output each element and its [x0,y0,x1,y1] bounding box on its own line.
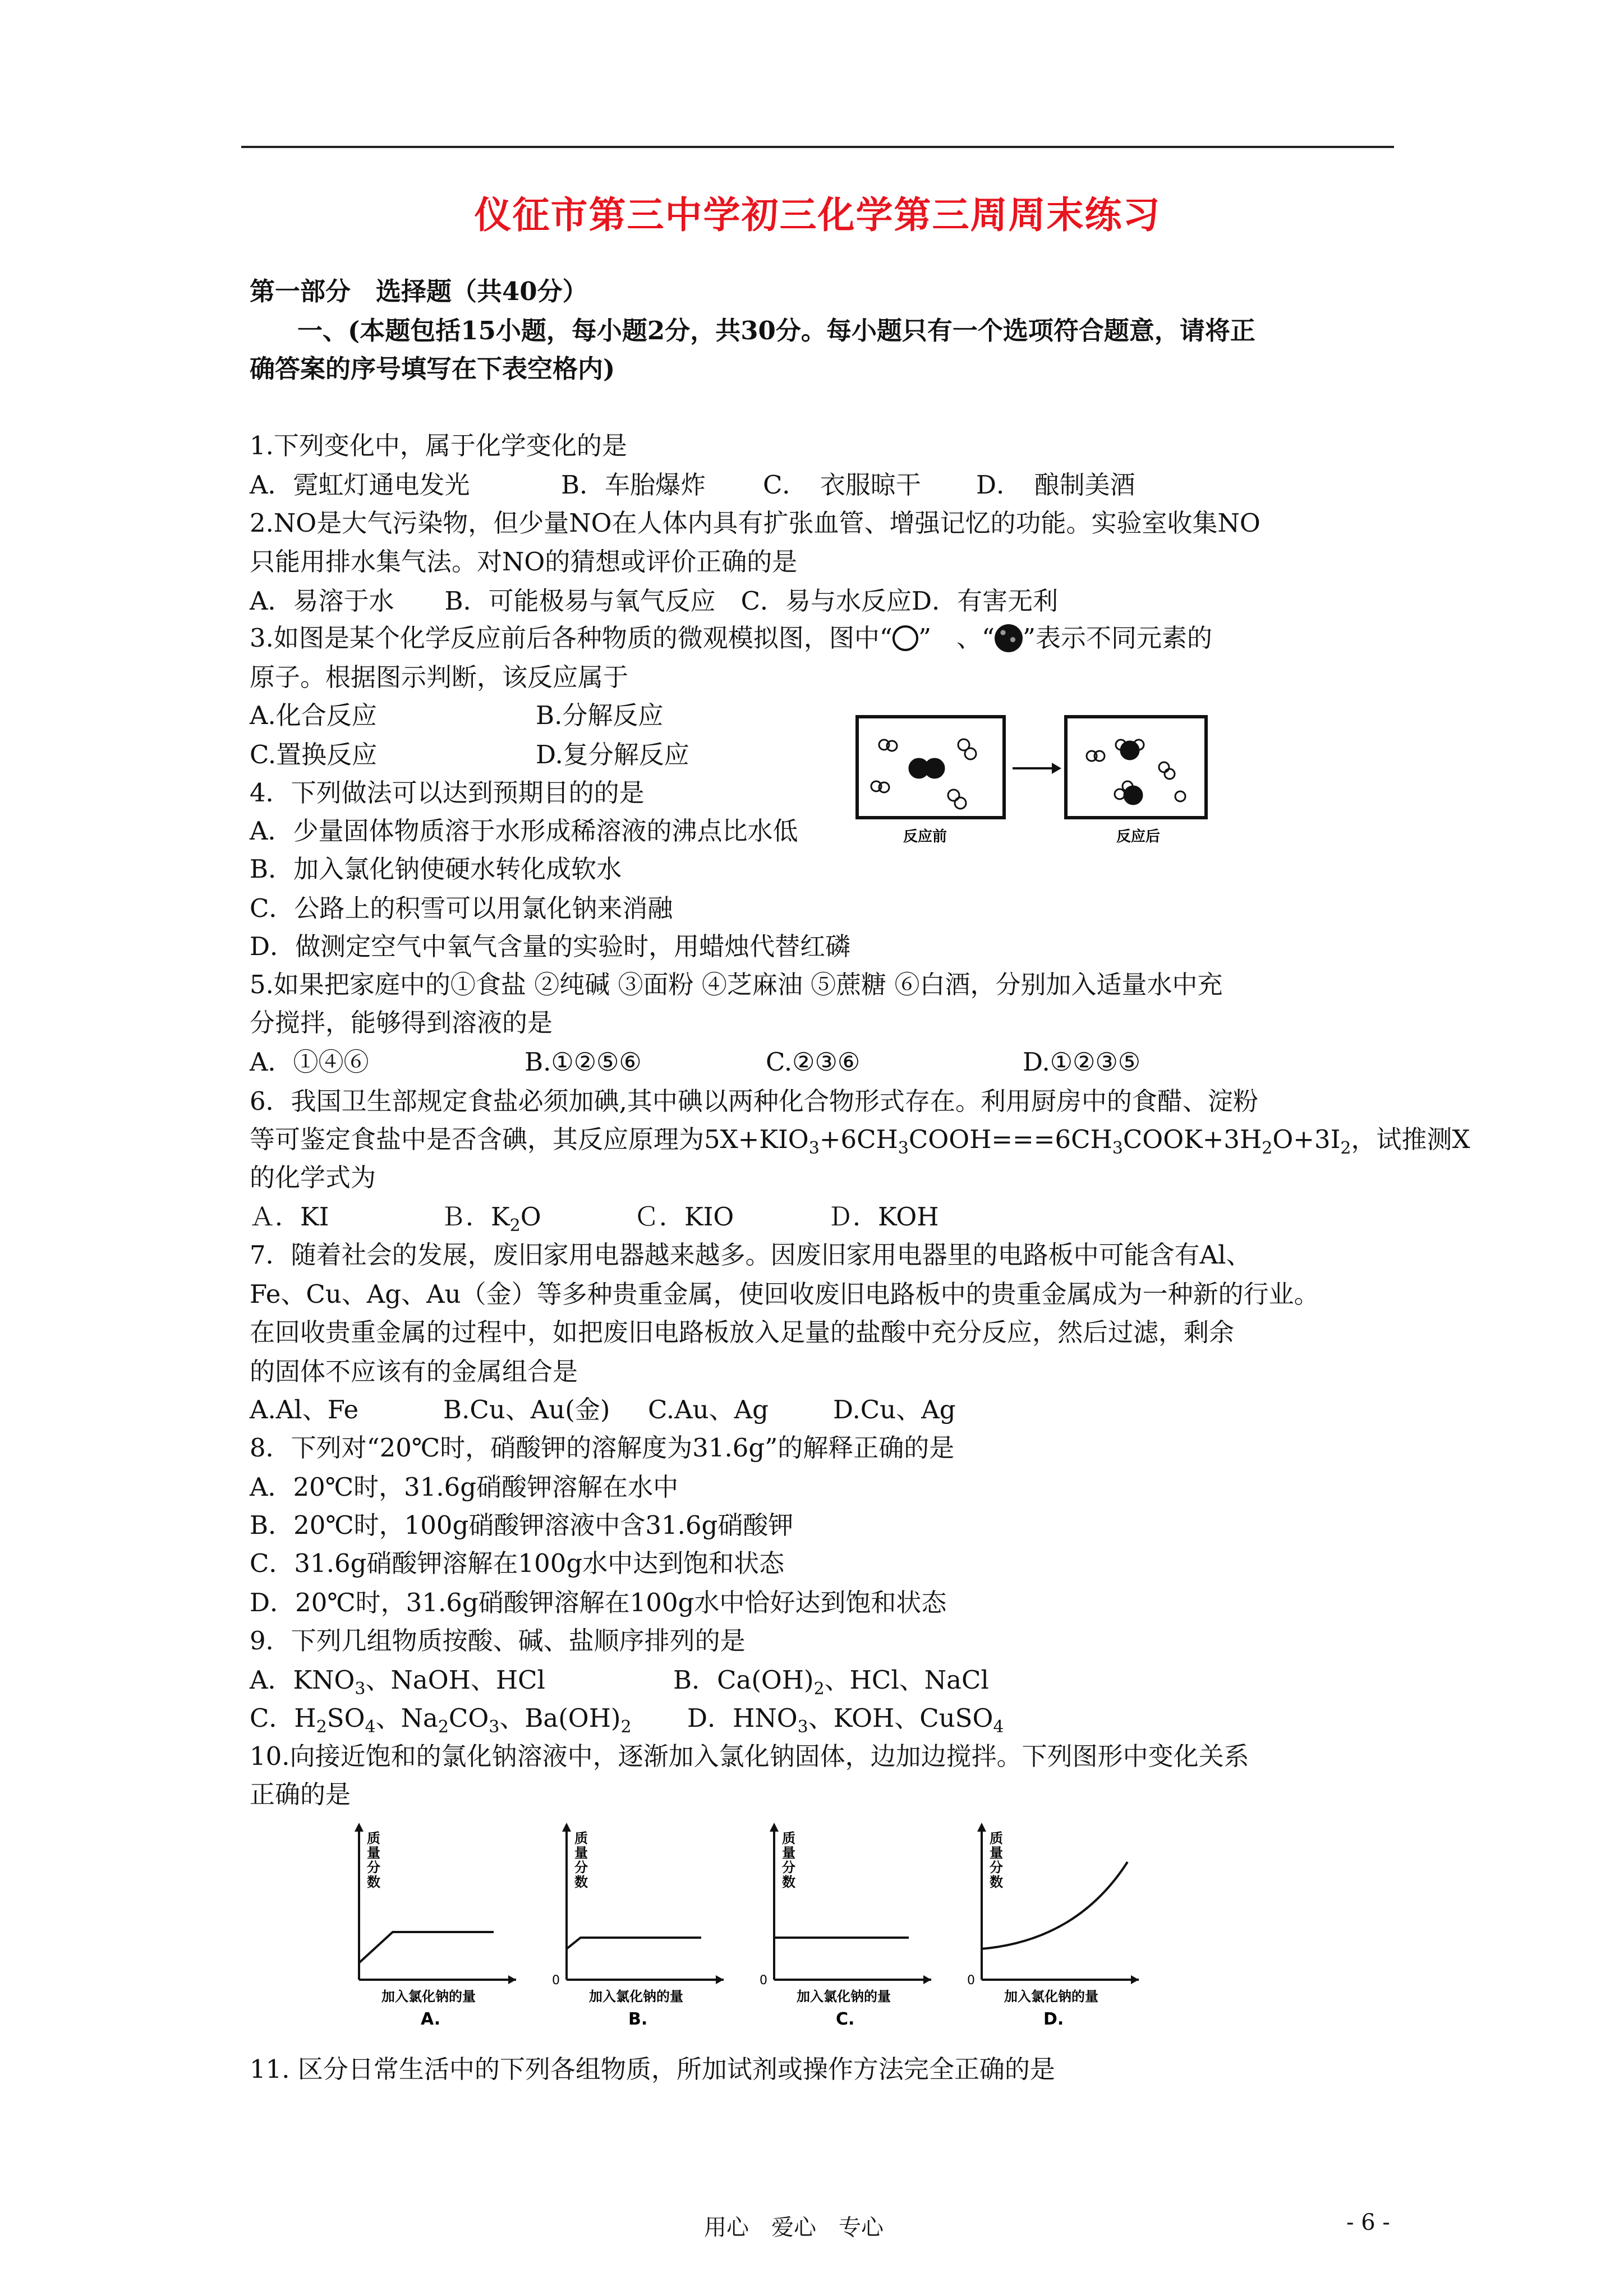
q9-option-b: B．$Ca(OH)_2$、HCl、NaCl [673,1665,989,1699]
x-axis-arrow [1131,1975,1139,1984]
q4-option-d: D．做测定空气中氧气含量的实验时，用蜡烛代替红磷 [250,932,851,961]
y-axis-label-char: 质 [990,1831,1003,1846]
origin-label: 0 [967,1974,975,1988]
q2-options: A．易溶于水 B．可能极易与氧气反应 C．易与水反应D．有害无利 [250,586,1059,616]
origin-label: 0 [552,1974,560,1988]
q3-stem-2: 原子。根据图示判断，该反应属于 [250,662,629,692]
y-axis-label-char: 数 [574,1874,588,1890]
x-axis-arrow [508,1975,516,1984]
label-after: 反应后 [1116,828,1161,845]
q5-option-a: A．①④⑥ [250,1047,369,1077]
q5-option-c: C.②③⑥ [766,1047,861,1077]
white-atom-icon [892,625,918,651]
q7-option-a: A.Al、Fe [250,1395,359,1424]
q9-option-c: C．$H_2SO_4$、$Na_2CO_3$、$Ba(OH)_2$ [250,1703,632,1737]
q3-option-a: A.化合反应 [250,700,377,730]
q8-stem: 8．下列对“20℃时，硝酸钾的溶解度为31.6g”的解释正确的是 [250,1433,955,1463]
q10-charts [337,1817,1178,2030]
y-axis-label-char: 数 [990,1874,1003,1890]
y-axis-label-char: 质 [367,1831,380,1846]
q5-option-d: D.①②③⑤ [1023,1047,1141,1077]
q4-option-b: B．加入氯化钠使硬水转化成软水 [250,854,622,884]
x-axis-label: 加入氯化钠的量 [381,1989,476,2004]
q8-option-d: D．20℃时，31.6g硝酸钾溶解在100g水中恰好达到饱和状态 [250,1588,947,1617]
q3-option-c: C.置换反应 [250,740,378,769]
q3-stem-1 [250,621,1212,655]
q1-option-d: D． 酿制美酒 [976,470,1135,500]
chart-line [982,1862,1128,1949]
y-axis-label-char: 数 [782,1874,795,1890]
q6-equation: $5X+KIO_3+6CH_3COOH===6CH_3COOK+3H_2O+3I_2$ [704,1124,1351,1158]
q6-stem-2-text: 等可鉴定食盐中是否含碘，其反应原理为 [250,1124,705,1154]
instructions-line-1: 一、(本题包括15小题，每小题2分，共30分。每小题只有一个选项符合题意，请将正 [297,316,1255,345]
q2-stem-2: 只能用排水集气法。对NO的猜想或评价正确的是 [250,547,798,577]
q4-stem: 4．下列做法可以达到预期目的的是 [250,778,645,808]
y-axis-label-char: 量 [367,1845,380,1861]
reaction-diagram [853,712,1503,858]
chart-option-label: A. [421,2009,441,2029]
q1-option-a: A．霓虹灯通电发光 [250,470,470,500]
chart-option-label: D. [1043,2009,1064,2029]
q6-stem-2 [250,1123,1470,1165]
chart-3 [760,1823,931,2029]
y-axis-arrow [355,1823,364,1832]
page-title: 仪征市第三中学初三化学第三周周末练习 [474,193,1161,237]
chart-line [567,1938,701,1949]
y-axis-label-char: 分 [367,1860,380,1875]
y-axis-label-char: 质 [574,1831,588,1846]
chart-1 [355,1823,516,2029]
q7-stem-1: 7．随着社会的发展，废旧家用电器越来越多。因废旧家用电器里的电路板中可能含有Al、 [250,1240,1252,1270]
x-axis-arrow [716,1975,724,1984]
q6-option-b: Ｂ．$K_2O$ [440,1202,541,1235]
q6-option-a: Ａ．KI [250,1202,329,1232]
q4-option-c: C．公路上的积雪可以用氯化钠来消融 [250,893,673,923]
chart-line [359,1932,494,1963]
y-axis-arrow [562,1823,571,1832]
y-axis-label-char: 量 [574,1845,588,1861]
y-axis-label-char: 分 [782,1860,795,1875]
q7-stem-3: 在回收贵重金属的过程中，如把废旧电路板放入足量的盐酸中充分反应，然后过滤，剩余 [250,1317,1235,1347]
origin-label: 0 [760,1974,767,1988]
q3-option-d: D.复分解反应 [536,740,689,769]
y-axis-arrow [977,1823,986,1832]
label-before: 反应前 [903,828,947,845]
y-axis-label-char: 量 [990,1845,1003,1861]
y-axis-label-char: 分 [990,1860,1003,1875]
q8-option-c: C．31.6g硝酸钾溶解在100g水中达到饱和状态 [250,1548,785,1578]
x-axis-label: 加入氯化钠的量 [1004,1989,1098,2004]
x-axis-arrow [923,1975,931,1984]
y-axis-label-char: 质 [782,1831,795,1846]
y-axis-label-char: 数 [367,1874,380,1890]
q11-stem: 11. 区分日常生活中的下列各组物质，所加试剂或操作方法完全正确的是 [250,2054,1055,2084]
q8-option-a: A．20℃时，31.6g硝酸钾溶解在水中 [250,1472,679,1502]
q7-stem-2: Fe、Cu、Ag、Au（金）等多种贵重金属，使回收废旧电路板中的贵重金属成为一种新的行业。 [250,1279,1319,1309]
q2-stem-1: 2.NO是大气污染物，但少量NO在人体内具有扩张血管、增强记忆的功能。实验室收集NO [250,508,1260,538]
y-axis-arrow [770,1823,779,1832]
q6-stem-2-end: ，试推测X [1351,1124,1470,1154]
q8-option-b: B．20℃时，100g硝酸钾溶液中含31.6g硝酸钾 [250,1510,794,1540]
q6-stem-1: 6．我国卫生部规定食盐必须加碘,其中碘以两种化合物形式存在。利用厨房中的食醋、淀粉 [250,1086,1258,1116]
q9-option-a: A．$KNO_3$、NaOH、HCl [250,1665,545,1699]
q6-option-c: Ｃ．KIO [634,1202,734,1232]
q1-option-c: C． 衣服晾干 [763,470,921,500]
q3-stem-1b: ” 、“ [918,623,995,653]
q7-stem-4: 的固体不应该有的金属组合是 [250,1357,578,1386]
black-atom-icon [995,624,1023,652]
section-heading: 第一部分 选择题（共40分） [250,276,588,306]
before-molecules [871,739,976,809]
q1-stem: 1.下列变化中，属于化学变化的是 [250,431,627,460]
q7-option-d: D.Cu、Ag [833,1395,956,1424]
q5-option-b: B.①②⑤⑥ [525,1047,642,1077]
arrow-head [1052,763,1061,774]
x-axis-label: 加入氯化钠的量 [589,1989,683,2004]
q6-option-d: Ｄ．KOH [827,1202,939,1232]
q10-stem-2: 正确的是 [250,1779,351,1809]
q3-stem-1c: ”表示不同元素的 [1022,623,1212,653]
q3-stem-1a: 3.如图是某个化学反应前后各种物质的微观模拟图，图中“ [250,623,892,653]
q7-option-b: B.Cu、Au(金) [443,1395,610,1424]
y-axis-label-char: 分 [574,1860,588,1875]
x-axis-label: 加入氯化钠的量 [797,1989,891,2004]
q10-stem-1: 10.向接近饱和的氯化钠溶液中，逐渐加入氯化钠固体，边加边搅拌。下列图形中变化关系 [250,1741,1249,1771]
footer-text: 用心 爱心 专心 [704,2215,884,2240]
q7-option-c: C.Au、Ag [648,1395,769,1424]
after-molecules [1087,740,1185,804]
chart-option-label: C. [836,2009,855,2029]
q4-option-a: A．少量固体物质溶于水形成稀溶液的沸点比水低 [250,816,798,846]
q5-stem-2: 分搅拌，能够得到溶液的是 [250,1008,553,1038]
q1-option-b: B．车胎爆炸 [561,470,706,500]
q9-stem: 9．下列几组物质按酸、碱、盐顺序排列的是 [250,1626,746,1656]
y-axis-label-char: 量 [782,1845,795,1861]
chart-2 [552,1823,724,2029]
q9-option-d: D．$HNO_3$、KOH、CuSO$_4$ [687,1703,1004,1737]
chart-4 [967,1823,1139,2029]
q5-stem-1: 5.如果把家庭中的①食盐 ②纯碱 ③面粉 ④芝麻油 ⑤蔗糖 ⑥白酒，分别加入适量水中充 [250,970,1223,999]
header-rule [241,146,1394,148]
page-number: - 6 - [1346,2210,1390,2235]
q3-option-b: B.分解反应 [536,700,664,730]
chart-option-label: B. [628,2009,648,2029]
q6-stem-3: 的化学式为 [250,1163,376,1192]
instructions-line-2: 确答案的序号填写在下表空格内) [250,354,615,384]
